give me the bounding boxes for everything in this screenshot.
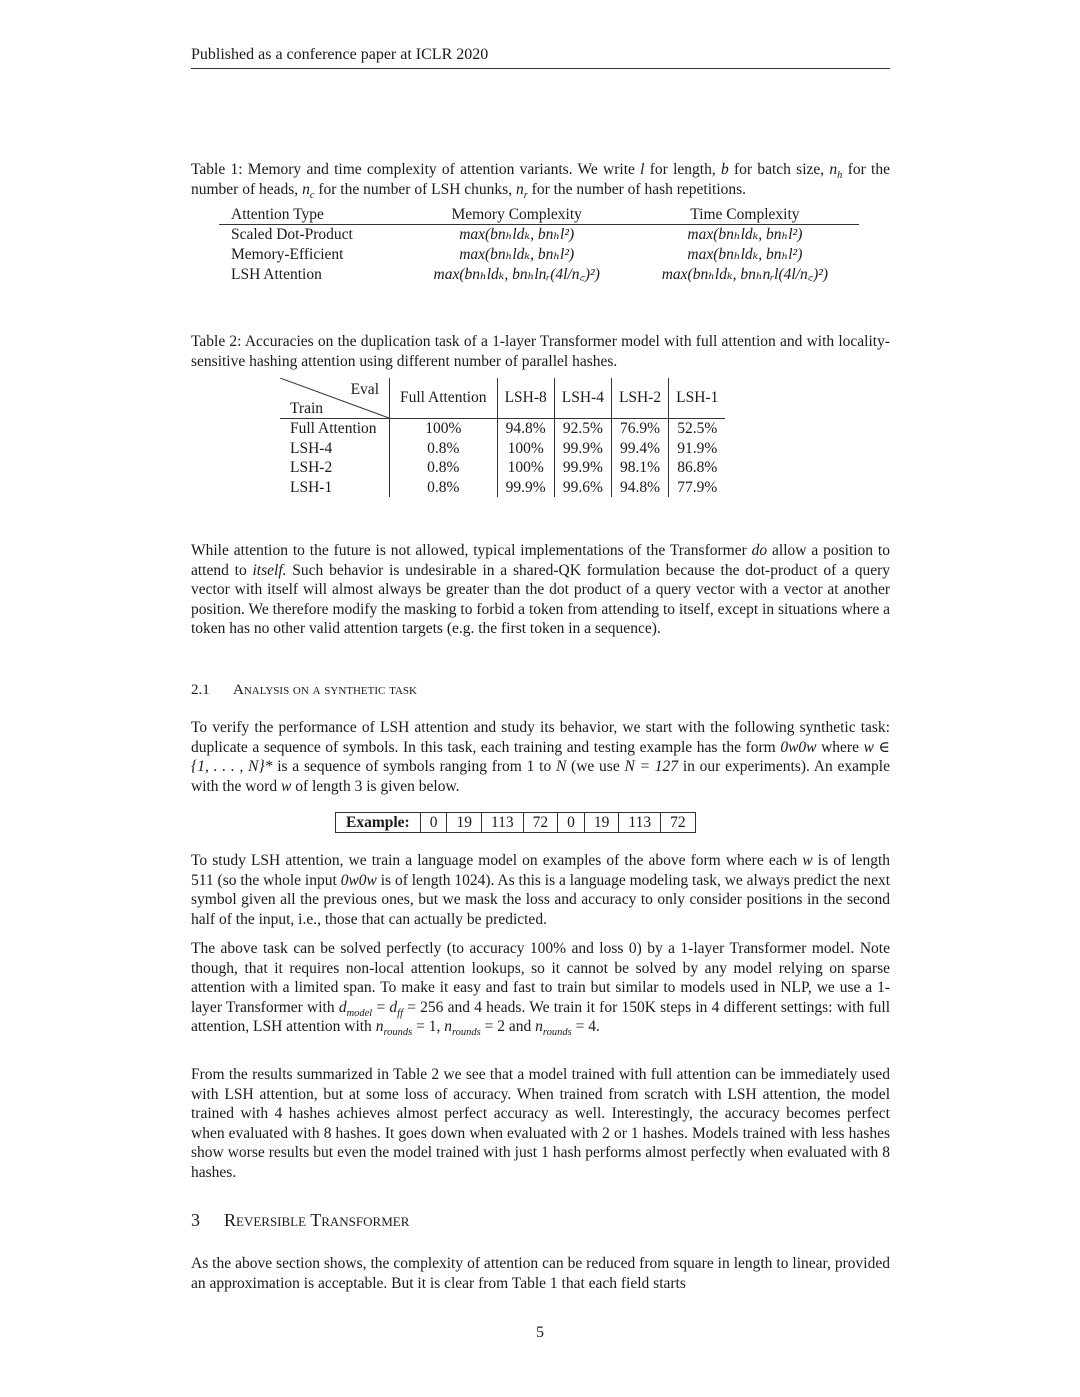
caption-math: l xyxy=(640,161,645,178)
table2-cell: 94.8% xyxy=(611,478,668,498)
text: in our experiments). An example with the word xyxy=(191,758,890,795)
text: = 1, xyxy=(412,1018,445,1036)
table2-cell: 0.8% xyxy=(390,439,498,459)
section-number: 3 xyxy=(191,1210,200,1230)
table2-cell: 99.9% xyxy=(554,458,611,478)
caption-math: n xyxy=(515,180,524,198)
example-token: 113 xyxy=(481,813,523,833)
example-sequence xyxy=(335,812,696,833)
text: (we use xyxy=(566,758,625,776)
paragraph-task-setup xyxy=(191,939,890,1037)
table2-cell: 91.9% xyxy=(677,439,718,457)
table1-cell: max(bnₕldₖ, bnₕl²) xyxy=(687,226,803,243)
section-heading-3 xyxy=(191,1210,409,1231)
caption-text: for the number of hash repetitions. xyxy=(527,180,747,198)
paragraph-reversible-intro: As the above section shows, the complexity of attention can be reduced from square in length to linear, provided an approximation is acceptable. But it is clear from Table 1 that each field starts xyxy=(191,1255,890,1292)
text: is of length 1024). As this is a language modeling task, we always predict the next symbol given all the previous ones, but we mask the loss and accuracy to only consider positions in the second half of the input, i.e., those that can actually be predicted. xyxy=(191,871,891,928)
table-row xyxy=(280,478,725,498)
math: w ∈ {1, . . . , N}* xyxy=(191,738,890,776)
table1-header: Memory Complexity xyxy=(403,204,631,225)
table2-cell: 0.8% xyxy=(390,478,498,498)
table2-header-row xyxy=(280,378,725,419)
text: is a sequence of symbols ranging from 1 to xyxy=(272,758,556,776)
table2-column-header: LSH-4 xyxy=(554,378,611,419)
text: allow a position to attend to xyxy=(191,542,890,579)
table2-cell: 99.9% xyxy=(554,439,611,459)
table1-header: Attention Type xyxy=(219,204,403,225)
example-row xyxy=(336,813,696,833)
section-number: 2.1 xyxy=(191,682,210,698)
table-row xyxy=(280,419,725,439)
caption-math-sub: h xyxy=(837,170,843,182)
example-label: Example: xyxy=(346,814,410,831)
table-row xyxy=(280,458,725,478)
math: n xyxy=(444,1018,452,1036)
example-token: 19 xyxy=(447,813,482,833)
table1-cell: max(bnₕldₖ, bnₕl²) xyxy=(459,226,575,243)
emphasis: itself. xyxy=(252,561,287,579)
table2-row-label: Full Attention xyxy=(280,419,390,439)
math: w xyxy=(802,852,813,869)
text: To verify the performance of LSH attention and study its behavior, we start with the following synthetic task: duplicate a sequence of symbols. In this task, each training and testing example has the form xyxy=(191,719,890,756)
table-row xyxy=(219,265,859,285)
text: of length 3 is given below. xyxy=(291,777,460,795)
caption-text: for batch size, xyxy=(728,161,830,178)
table1-cell: max(bnₕldₖ, bnₕnᵣl(4l/n꜀)²) xyxy=(661,266,829,283)
table1-cell: max(bnₕldₖ, bnₕlnᵣ(4l/n꜀)²) xyxy=(433,266,600,283)
table1-header-row xyxy=(219,204,859,225)
example-token: 72 xyxy=(523,813,558,833)
example-token: 0 xyxy=(558,813,585,833)
table1-cell: max(bnₕldₖ, bnₕl²) xyxy=(459,246,575,263)
caption-math-sub: r xyxy=(523,189,528,201)
emphasis: do xyxy=(751,542,768,559)
section-heading-2-1 xyxy=(191,682,417,699)
text: = xyxy=(372,998,390,1016)
table-row xyxy=(280,439,725,459)
corner-eval-label: Eval xyxy=(350,381,379,398)
text: = 2 and xyxy=(480,1018,536,1036)
math: 0w0w xyxy=(780,738,817,756)
table2-cell: 77.9% xyxy=(677,478,718,496)
table1-header: Time Complexity xyxy=(631,204,859,225)
text: = 4. xyxy=(571,1018,600,1036)
table2-corner xyxy=(280,378,390,419)
table2-cell: 0.8% xyxy=(390,458,498,478)
caption-math: b xyxy=(720,161,729,178)
paragraph-synthetic-task xyxy=(191,718,890,796)
corner-train-label: Train xyxy=(290,399,324,417)
table1-cell: LSH Attention xyxy=(231,266,322,283)
table2-cell: 100% xyxy=(497,458,554,478)
example-token: 19 xyxy=(584,813,619,833)
page-number: 5 xyxy=(536,1324,544,1341)
table-row xyxy=(219,225,859,246)
example-token: 72 xyxy=(661,813,696,833)
math: d xyxy=(338,998,347,1016)
table2 xyxy=(280,378,725,497)
table2-cell: 52.5% xyxy=(677,420,718,437)
caption-math-sub: c xyxy=(309,189,315,201)
table2-cell: 100% xyxy=(497,439,554,459)
caption-math: n xyxy=(302,180,310,198)
paragraph-self-attention xyxy=(191,541,890,639)
table1-cell: max(bnₕldₖ, bnₕl²) xyxy=(687,246,803,263)
table2-cell: 94.8% xyxy=(497,419,554,439)
math-sub: rounds xyxy=(542,1027,572,1039)
paragraph-lsh-training xyxy=(191,851,890,929)
table1 xyxy=(219,204,859,285)
math: w xyxy=(280,777,292,795)
text: While attention to the future is not allowed, typical implementations of the Transformer xyxy=(191,542,752,559)
math: 0w0w xyxy=(340,871,377,889)
text: To study LSH attention, we train a language model on examples of the above form where each xyxy=(191,852,803,869)
math: n xyxy=(535,1018,543,1036)
table2-cell: 100% xyxy=(390,419,498,439)
example-token: 113 xyxy=(619,813,661,833)
math-sub: rounds xyxy=(451,1027,481,1039)
text: = 256 and 4 heads. We train it for 150K steps in 4 different settings: with full attention, LSH attention with xyxy=(191,998,891,1036)
table2-column-header: Full Attention xyxy=(390,378,498,419)
table2-cell: 98.1% xyxy=(611,458,668,478)
table1-caption xyxy=(191,160,890,199)
table2-cell: 99.4% xyxy=(611,439,668,459)
section-title: Reversible Transformer xyxy=(224,1210,410,1230)
table1-cell: Scaled Dot-Product xyxy=(231,226,353,243)
table1-cell: Memory-Efficient xyxy=(231,246,344,263)
text: is of length 511 (so the whole input xyxy=(191,852,890,889)
table2-row-label: LSH-2 xyxy=(280,458,390,478)
table2-cell: 76.9% xyxy=(611,419,668,439)
table2-cell: 92.5% xyxy=(554,419,611,439)
math: N = 127 xyxy=(624,758,679,776)
running-header: Published as a conference paper at ICLR 2020 xyxy=(191,46,890,69)
table2-row-label: LSH-4 xyxy=(280,439,390,459)
table2-row-label: LSH-1 xyxy=(280,478,390,498)
math-sub: model xyxy=(346,1007,373,1019)
table2-column-header: LSH-8 xyxy=(497,378,554,419)
text: The above task can be solved perfectly (to accuracy 100% and loss 0) by a 1-layer Transformer model. Note though, that it requires non-local attention lookups, so it cannot be solved by any model relying on sparse attention with a limited span. To make it easy and fast to train but similar to models used in NLP, we use a 1-layer Transformer with xyxy=(191,940,890,1016)
table2-column-header: LSH-2 xyxy=(611,378,668,419)
math: n xyxy=(375,1018,384,1036)
math: d xyxy=(389,998,398,1016)
section-title: Analysis on a synthetic task xyxy=(233,682,417,698)
table-row xyxy=(219,245,859,265)
table2-column-header: LSH-1 xyxy=(669,378,726,419)
table2-cell: 99.6% xyxy=(554,478,611,498)
math-sub: ff xyxy=(397,1007,403,1019)
text: Such behavior is undesirable in a shared-QK formulation because the dot-product of a query vector with itself will almost always be greater than the dot product of a query vector with a vector at another position. We therefore modify the masking to forbid a token from attending to itself, except in situations where a token has no other valid attention targets (e.g. the first token in a sequence). xyxy=(191,561,890,638)
table2-cell: 99.9% xyxy=(497,478,554,498)
caption-text: for length, xyxy=(644,161,721,178)
math-sub: rounds xyxy=(383,1027,413,1039)
caption-text: for the number of LSH chunks, xyxy=(314,180,516,198)
caption-text: for the number of heads, xyxy=(191,161,890,198)
table2-cell: 86.8% xyxy=(677,459,718,476)
math: N xyxy=(555,758,567,776)
caption-math: n xyxy=(829,161,838,178)
table2-caption: Table 2: Accuracies on the duplication task of a 1-layer Transformer model with full attention and with locality-sensitive hashing attention using different number of parallel hashes. xyxy=(191,333,890,370)
text: where xyxy=(816,738,864,756)
paragraph-results: From the results summarized in Table 2 we see that a model trained with full attention can be immediately used with LSH attention, but at some loss of accuracy. When trained from scratch with LSH attention, the model trained with 4 hashes achieves almost perfect accuracy as well. Interestingly, the accuracy becomes perfect when evaluated with 8 hashes. It goes down when evaluated with 2 or 1 hashes. Models trained with less hashes show worse results but even the model trained with just 1 hash performs almost perfectly when evaluated with 8 hashes. xyxy=(191,1066,890,1181)
example-token: 0 xyxy=(420,813,447,833)
caption-text: Table 1: Memory and time complexity of attention variants. We write xyxy=(191,161,641,178)
